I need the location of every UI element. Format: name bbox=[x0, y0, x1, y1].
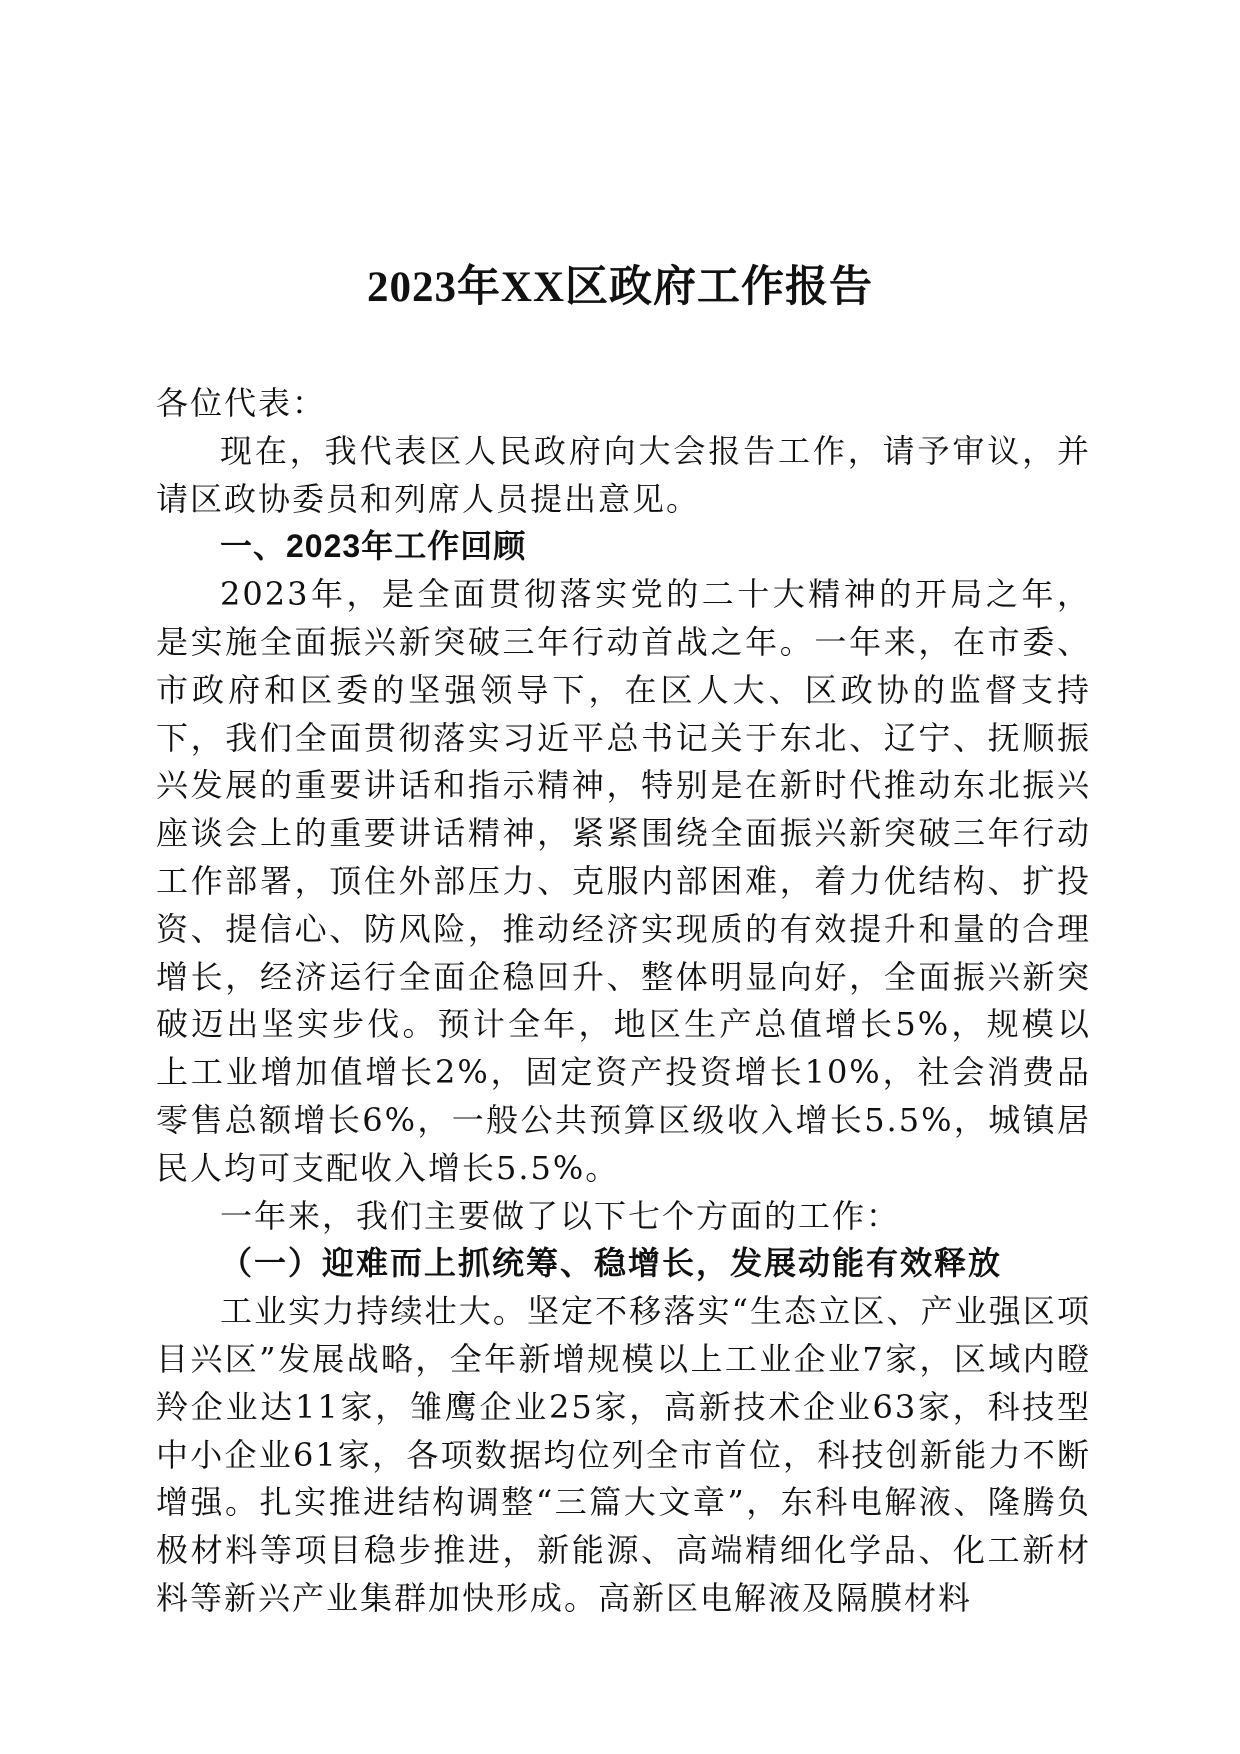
subsection-heading-1: （一）迎难而上抓统筹、稳增长，发展动能有效释放 bbox=[220, 1244, 1003, 1283]
summary-lead-paragraph: 一年来，我们主要做了以下七个方面的工作： bbox=[220, 1196, 901, 1235]
document-title: 2023年XX区政府工作报告 bbox=[366, 264, 874, 311]
overview-paragraph: 2023年，是全面贯彻落实党的二十大精神的开局之年，是实施全面振兴新突破三年行动首战之年。一年来，在市委、市政府和区委的坚强领导下，在区人大、区政协的监督支持下，我们全面贯彻落实习近平总书记关于东北、辽宁、抚顺振兴发展的重要讲话和指示精神，特别是在新时代推动东北振兴座谈会上的重要讲话精神，紧紧围绕全面振兴新突破三年行动工作部署，顶住外部压力、克服内部困难，着力优结构、扩投资、提信心、防风险，推动经济实现质的有效提升和量的合理增长，经济运行全面企稳回升、整体明显向好，全面振兴新突破迈出坚实步伐。预计全年，地区生产总值增长5%，规模以上工业增加值增长2%，固定资产投资增长10%，社会消费品零售总额增长6%，一般公共预算区级收入增长5.5%，城镇居民人均可支配收入增长5.5%。 bbox=[156, 575, 1091, 1187]
salutation: 各位代表： bbox=[156, 384, 327, 422]
section-heading-review: 一、2023年工作回顾 bbox=[220, 528, 527, 565]
intro-paragraph: 现在，我代表区人民政府向大会报告工作，请予审议，并请区政协委员和列席人员提出意见。 bbox=[156, 431, 1091, 518]
document-body bbox=[156, 380, 1091, 1623]
industry-paragraph: 工业实力持续壮大。坚定不移落实“生态立区、产业强区项目兴区”发展战略，全年新增规模以上工业企业7家，区域内瞪羚企业达11家，雏鹰企业25家，高新技术企业63家，科技型中小企业61家，各项数据均位列全市首位，科技创新能力不断增强。扎实推进结构调整“三篇大文章”，东科电解液、隆腾负极材料等项目稳步推进，新能源、高端精细化学品、化工新材料等新兴产业集群加快形成。高新区电解液及隔膜材料 bbox=[156, 1292, 1091, 1617]
